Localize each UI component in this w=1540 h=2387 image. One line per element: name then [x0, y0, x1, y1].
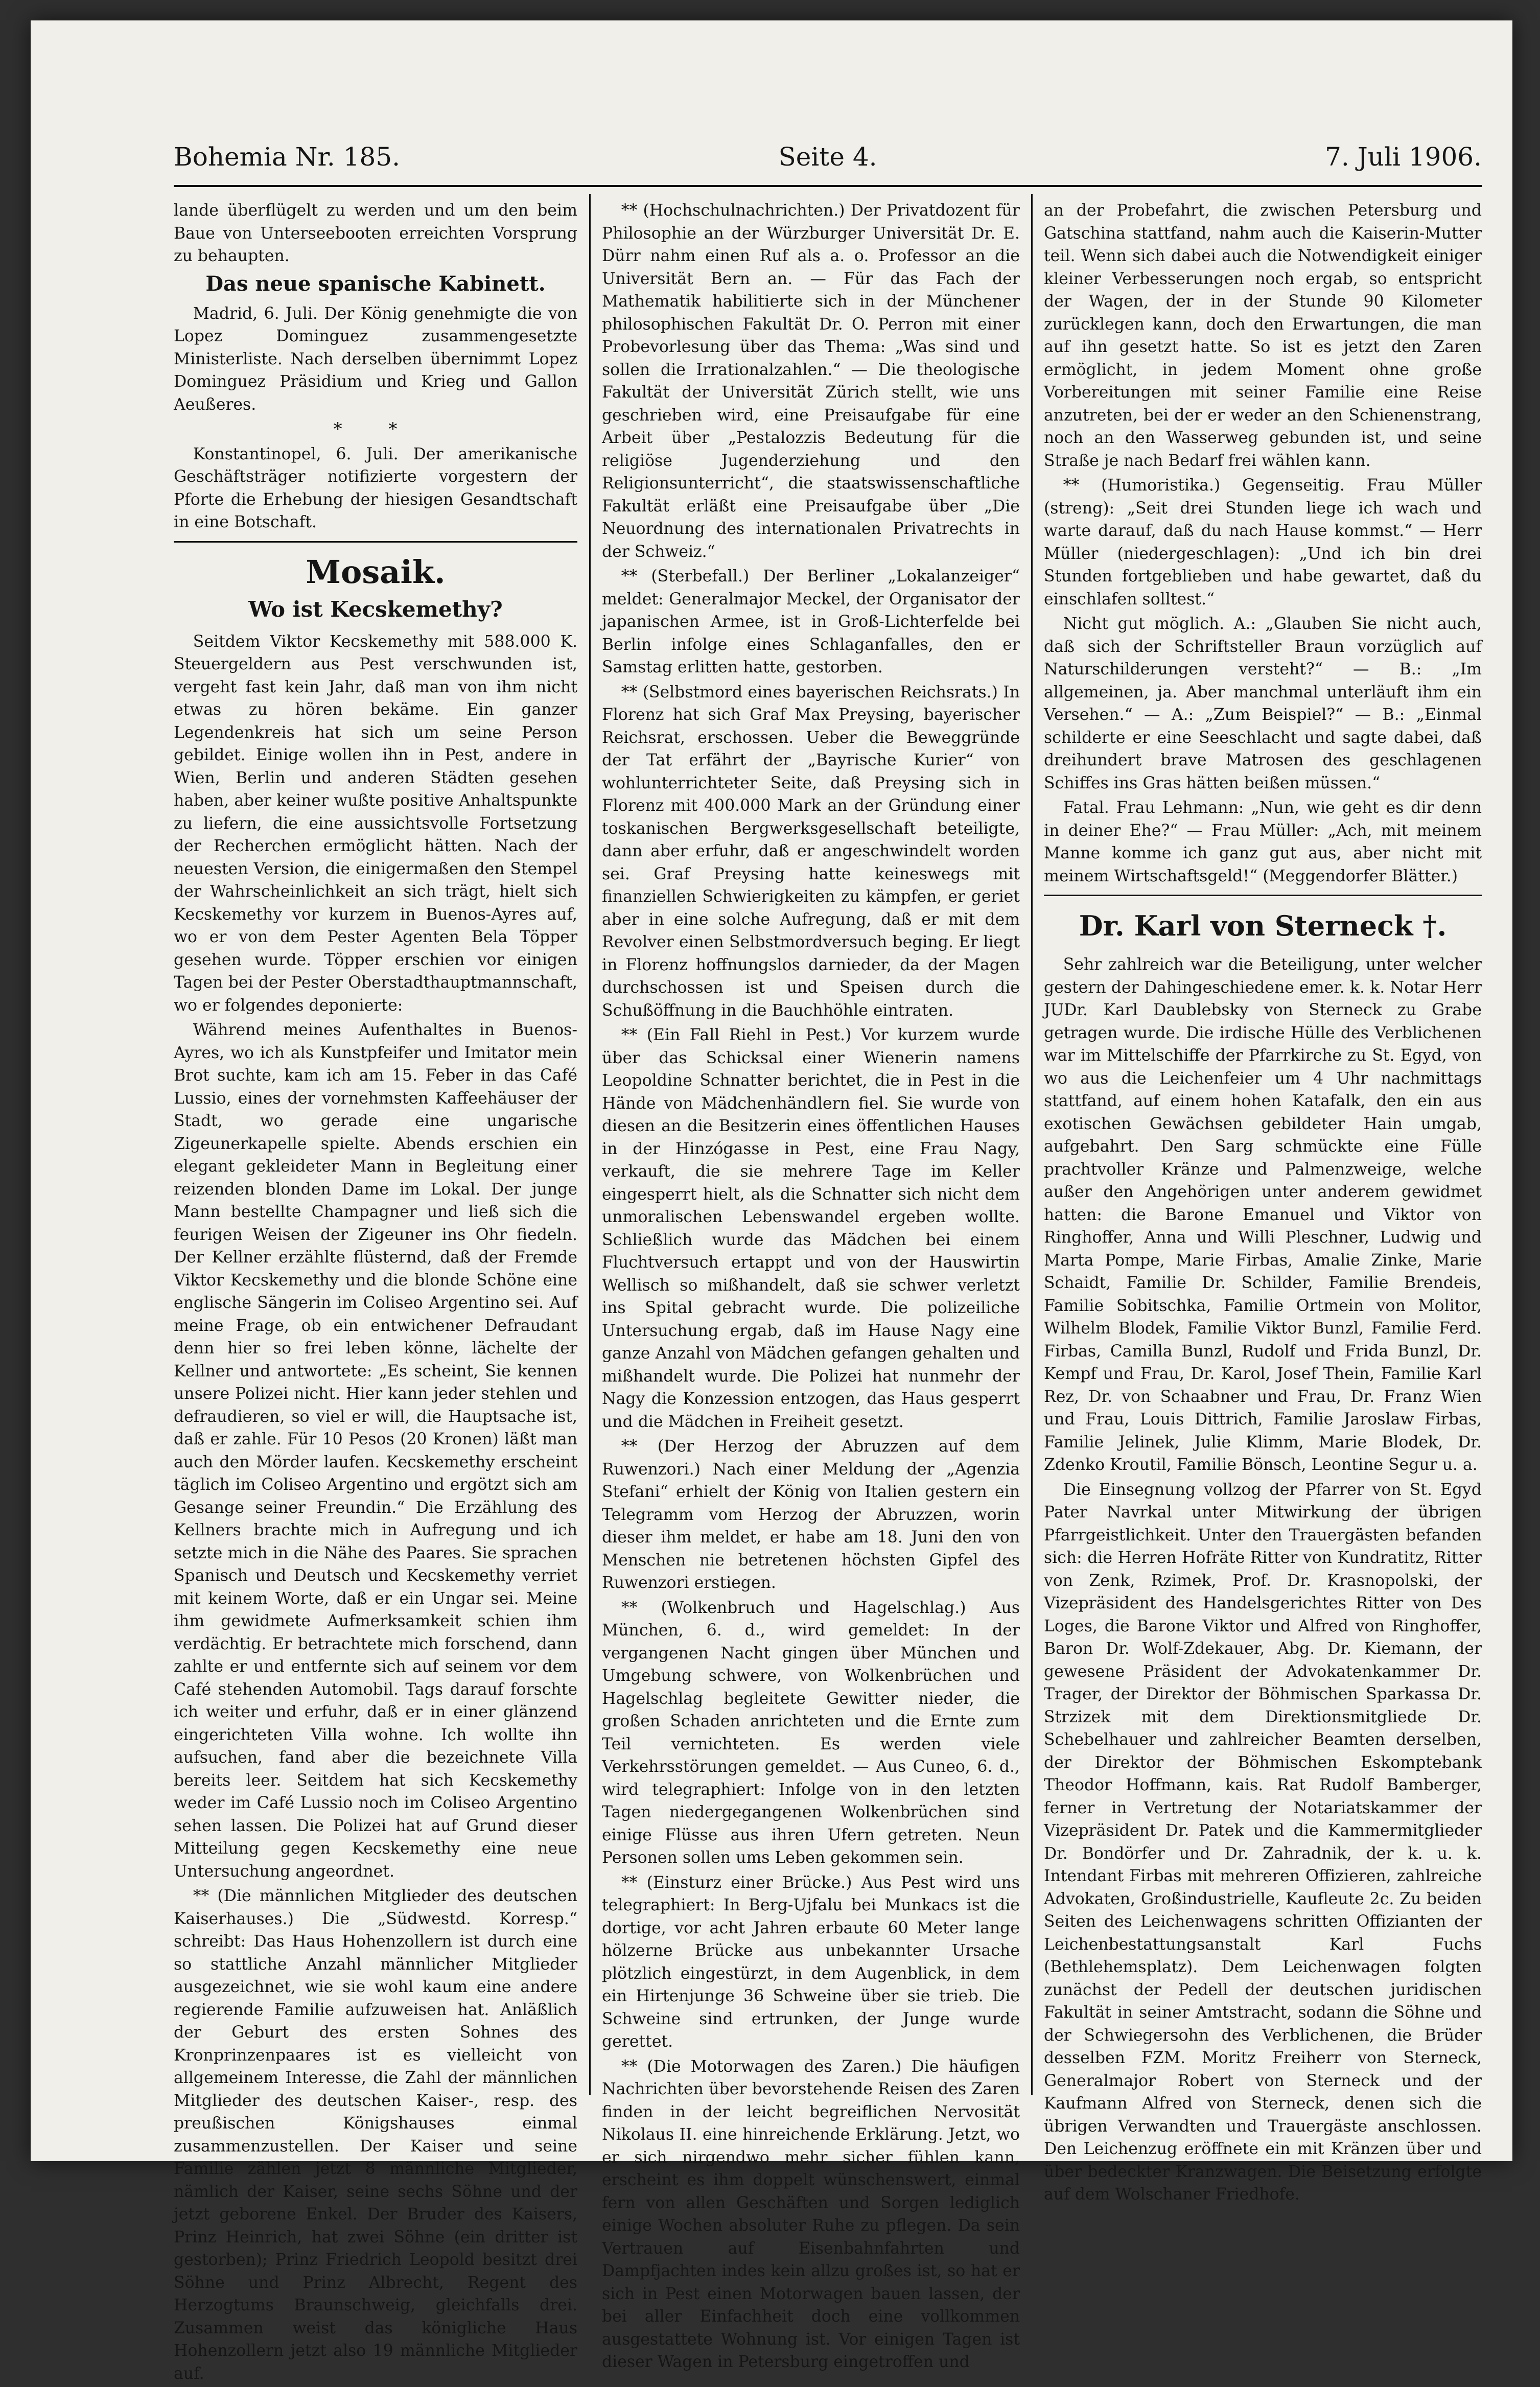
- article-hochschulnachrichten: ** (Hochschulnachrichten.) Der Privatdozent für Philosophie an der Würzburger Universität Dr. E. Dürr nahm einen Ruf als a. o. Professor an die Universität Bern an. — Für das Fach der Mathematik habilitierte sich in der Münchener philosophischen Fakultät Dr. O. Perron mit einer Probevorlesung über das Thema: „Was sind und sollen die Irrationalzahlen.“ — Die theologische Fakultät der Universität Zürich stellt, wie uns geschrieben wird, eine Preisaufgabe für eine Arbeit über „Pestalozzis Bedeutung für die religiöse Jugenderziehung und den Religionsunterricht“, die staatswissenschaftliche Fakultät erläßt eine Preisaufgabe über „Die Neuordnung des internationalen Privatrechts in der Schweiz.“: [602, 201, 1020, 561]
- headline-obituary-sterneck: Dr. Karl von Sterneck †.: [1079, 909, 1447, 942]
- headline-kecskemethy: Wo ist Kecskemethy?: [248, 596, 503, 622]
- article-kecskemethy-2: Während meines Aufenthaltes in Buenos-Ayres, wo ich als Kunstpfeifer und Imitator mein Brot suchte, kam ich am 15. Feber in das Café Lussio, eines der vornehmsten Kaffeehäuser der Stadt, wo gerade eine ungarische Zigeunerkapelle spielte. Abends erschien ein elegant gekleideter Mann in Begleitung einer reizenden blonden Dame im Lokal. Der junge Mann bestellte Champagner und ließ sich die feurigen Weisen der Zigeuner ins Ohr fiedeln. Der Kellner erzählte flüsternd, daß der Fremde Viktor Kecskemethy und die blonde Schöne eine englische Sängerin im Coliseo Argentino sei. Auf meine Frage, ob ein entwichener Defraudant denn hier so frei leben könne, lächelte der Kellner und antwortete: „Es scheint, Sie kennen unsere Polizei nicht. Hier kann jeder stehlen und defraudieren, so viel er will, die Hauptsache ist, daß er zahle. Für 10 Pesos (20 Kronen) läßt man auch den Mörder laufen. Kecskemethy erscheint täglich im Coliseo Argentino und ergötzt sich am Gesange seiner Freundin.“ Die Erzählung des Kellners brachte mich in Aufregung und ich setzte mich in die Nähe des Paares. Sie sprachen Spanisch und Deutsch und Kecskemethy verriet mit keinem Worte, daß er ein Ungar sei. Meine ihm gewidmete Aufmerksamkeit schien ihm verdächtig. Er betrachtete mich forschend, dann zahlte er und entfernte sich auf seinem vor dem Café stehenden Automobil. Tags darauf forschte ich weiter und erfuhr, daß er in einer glänzend eingerichteten Villa wohne. Ich wollte ihn aufsuchen, fand aber die bezeichnete Villa bereits leer. Seitdem hat sich Kecskemethy weder im Café Lussio noch im Coliseo Argentino sehen lassen. Die Polizei hat auf Grund dieser Mitteilung gegen Kecskemethy eine neue Untersuchung angeordnet.: [174, 1021, 577, 1881]
- article-kecskemethy-1: Seitdem Viktor Kecskemethy mit 588.000 K. Steuergeldern aus Pest verschwunden ist, vergeht fast kein Jahr, daß man von ihm nicht etwas zu hören bekäme. Ein ganzer Legendenkreis hat sich um seine Person gebildet. Einige wollen ihn in Pest, andere in Wien, Berlin und anderen Städten gesehen haben, aber keiner wußte positive Anhaltspunkte zu liefern, die eine aussichtsvolle Fortsetzung der Recherchen ermöglicht hätten. Nach der neuesten Version, die einigermaßen den Stempel der Wahrscheinlichkeit an sich trägt, hielt sich Kecskemethy vor kurzem in Buenos-Ayres auf, wo er von dem Pester Agenten Bela Töpper gesehen wurde. Töpper erschien vor einigen Tagen bei der Pester Oberstadthauptmannschaft, wo er folgendes deponierte:: [174, 632, 577, 1015]
- article-wolkenbruch: ** (Wolkenbruch und Hagelschlag.) Aus München, 6. d., wird gemeldet: In der vergangenen Nacht gingen über München und Umgebung schwere, von Wolkenbrüchen und Hagelschlag begleitete Gewitter nieder, die großen Schaden anrichteten und die Ernte zum Teil vernichteten. Es werden viele Verkehrsstörungen gemeldet. — Aus Cuneo, 6. d., wird telegraphiert: Infolge von in den letzten Tagen niedergegangenen Wolkenbrüchen sind einige Flüsse aus ihren Ufern getreten. Neun Personen sollen ums Leben gekommen sein.: [602, 1598, 1020, 1867]
- article-obituary-1: Sehr zahlreich war die Beteiligung, unter welcher gestern der Dahingeschiedene emer. k. k. Notar Herr JUDr. Karl Daublebsky von Sterneck zu Grabe getragen wurde. Die irdische Hülle des Verblichenen war im Mittelschiffe der Pfarrkirche zu St. Egyd, von wo aus die Leichenfeier um 4 Uhr nachmittags stattfand, auf einem hohen Katafalk, den ein aus exotischen Gewächsen gebildeter Hain umgab, aufgebahrt. Den Sarg schmückte eine Fülle prachtvoller Kränze und Palmenzweige, welche außer den Angehörigen unter anderem gewidmet hatten: die Barone Emanuel und Viktor von Ringhoffer, Anna und Willi Pleschner, Ludwig und Marta Pompe, Marie Firbas, Amalie Zinke, Marie Schaidt, Familie Dr. Schilder, Familie Brendeis, Familie Sobitschka, Familie Ortmein von Molitor, Wilhelm Blodek, Familie Viktor Bunzl, Familie Ferd. Firbas, Camilla Bunzl, Rudolf und Frida Bunzl, Dr. Kempf und Frau, Dr. Karol, Josef Thein, Familie Karl Rez, Dr. von Schaabner und Frau, Dr. Franz Wien und Frau, Louis Dittrich, Familie Jaroslaw Firbas, Familie Jelinek, Julie Klimm, Marie Blodek, Dr. Zdenko Kroutil, Familie Bönsch, Leontine Segur u. a.: [1044, 955, 1482, 1474]
- masthead: [174, 142, 1482, 188]
- masthead-title: Bohemia Nr. 185.: [174, 142, 401, 172]
- article-madrid: Madrid, 6. Juli. Der König genehmigte die von Lopez Dominguez zusammengesetzte Ministerliste. Nach derselben übernimmt Lopez Dominguez Präsidium und Krieg und Gallon Aeußeres.: [174, 304, 577, 414]
- column-1: [174, 199, 577, 2387]
- column-divider-2: [1031, 194, 1033, 2095]
- article-einsturz-bruecke: ** (Einsturz einer Brücke.) Aus Pest wird uns telegraphiert: In Berg-Ujfalu bei Munkacs ist die dortige, vor acht Jahren erbaute 60 Meter lange hölzerne Brücke aus unbekannter Ursache plötzlich eingestürzt, in dem Augenblick, in dem ein Hirtenjunge 36 Schweine über sie trieb. Die Schweine sind ertrunken, der Junge wurde gerettet.: [602, 1873, 1020, 2051]
- article-herzog-abruzzen: ** (Der Herzog der Abruzzen auf dem Ruwenzori.) Nach einer Meldung der „Agenzia Stefani“ erhielt der König von Italien gestern ein Telegramm vom Herzog der Abruzzen, worin dieser ihm meldet, er habe am 18. Juni den von Menschen nie betretenen höchsten Gipfel des Ruwenzori erstiegen.: [602, 1437, 1020, 1592]
- article-humoristika: ** (Humoristika.) Gegenseitig. Frau Müller (streng): „Seit drei Stunden liege ich wach und warte darauf, daß du nach Hause kommst.“ — Herr Müller (niedergeschlagen): „Und ich bin drei Stunden fortgeblieben und habe gewartet, daß du einschlafen solltest.“: [1044, 476, 1482, 609]
- article-fatal: Fatal. Frau Lehmann: „Nun, wie geht es dir denn in deiner Ehe?“ — Frau Müller: „Ach, mit meinem Manne komme ich ganz gut aus, aber nicht mit meinem Wirtschaftsgeld!“ (Meggendorfer Blätter.): [1044, 799, 1482, 885]
- article-konstantinopel: Konstantinopel, 6. Juli. Der amerikanische Geschäftsträger notifizierte vorgestern der Pforte die Erhebung der hiesigen Gesandtschaft in eine Botschaft.: [174, 444, 577, 531]
- article-intro-continuation: lande überflügelt zu werden und um den beim Baue von Unterseebooten erreichten Vorsprung zu behaupten.: [174, 201, 577, 265]
- column-3: [1044, 199, 1482, 2208]
- newspaper-page: [31, 20, 1512, 2383]
- article-fall-riehl: ** (Ein Fall Riehl in Pest.) Vor kurzem wurde über das Schicksal einer Wienerin namens Leopoldine Schnatter berichtet, die in Pest in die Hände von Mädchenhändlern fiel. Sie wurde von diesen an die Besitzerin eines öffentlichen Hauses in der Hinzógasse in Pest, eine Frau Nagy, verkauft, die sie mehrere Tage im Keller eingesperrt hielt, als die Schnatter sich nicht dem unmoralischen Lebenswandel ergeben wollte. Schließlich wurde das Mädchen bei einem Fluchtversuch ertappt und von der Hauswirtin Wellisch so mißhandelt, daß sie schwer verletzt ins Spital gebracht wurde. Die polizeiliche Untersuchung ergab, daß im Hause Nagy eine ganze Anzahl von Mädchen gefangen gehalten und mißhandelt wurde. Die Polizei hat nunmehr der Nagy die Konzession entzogen, das Haus gesperrt und die Mädchen in Freiheit gesetzt.: [602, 1026, 1020, 1431]
- article-motorwagen-zaren: ** (Die Motorwagen des Zaren.) Die häufigen Nachrichten über bevorstehende Reisen des Zaren finden in der leicht begreiflichen Nervosität Nikolaus II. eine hinreichende Erklärung. Jetzt, wo er sich nirgendwo mehr sicher fühlen kann, erscheint es ihm doppelt wünschenswert, einmal fern von allen Geschäften und Sorgen lediglich einige Wochen absoluter Ruhe zu pflegen. Da sein Vertrauen auf Eisenbahnfahrten und Dampfjachten indes kein allzu großes ist, so hat er sich in Pest einen Motorwagen bauen lassen, der bei aller Einfachheit doch eine vollkommen ausgestattete Wohnung ist. Vor einigen Tagen ist dieser Wagen in Petersburg eingetroffen und: [602, 2057, 1020, 2371]
- masthead-rule: [174, 185, 1482, 187]
- separator-stars: * *: [333, 419, 418, 439]
- article-obituary-2: Die Einsegnung vollzog der Pfarrer von St. Egyd Pater Navrkal unter Mitwirkung der übrigen Pfarrgeistlichkeit. Unter den Trauergästen befanden sich: die Herren Hofräte Ritter von Kundratitz, Ritter von Zenk, Rzimek, Prof. Dr. Krasnopolski, der Vizepräsident des Handelsgerichtes Ritter von Des Loges, die Barone Viktor und Alfred von Ringhoffer, Baron Dr. Wolf-Zdekauer, Abg. Dr. Kiemann, der gewesene Präsident der Advokatenkammer Dr. Trager, der Direktor der Böhmischen Sparkassa Dr. Strzizek mit dem Direktionsmitgliede Dr. Schebelhauer und zahlreicher Beamten derselben, der Direktor der Böhmischen Eskomptebank Theodor Hoffmann, kais. Rat Rudolf Bamberger, ferner in Vertretung der Notariatskammer der Vizepräsident Dr. Patek und die Kammermitglieder Dr. Bondörfer und Dr. Zahradnik, der k. u. k. Intendant Firbas mit mehreren Offizieren, zahlreiche Advokaten, Großindustrielle, Kaufleute 2c. Zu beiden Seiten des Leichenwagens schritten Offizianten der Leichenbestattungsanstalt Karl Fuchs (Bethlehemsplatz). Dem Leichenwagen folgten zunächst der Pedell der deutschen juridischen Fakultät in seiner Amtstracht, sodann die Söhne und der Schwiegersohn des Verblichenen, die Brüder desselben FZM. Moritz Freiherr von Sterneck, Generalmajor Robert von Sterneck und der Kaufmann Alfred von Sterneck, denen sich die übrigen Verwandten und Trauergäste anschlossen. Den Leichenzug eröffnete ein mit Kränzen über und über bedeckter Kranzwagen. Die Beisetzung erfolgte auf dem Wolschaner Friedhofe.: [1044, 1480, 1482, 2204]
- article-sterbefall: ** (Sterbefall.) Der Berliner „Lokalanzeiger“ meldet: Generalmajor Meckel, der Organisator der japanischen Armee, ist in Groß-Lichterfelde bei Berlin infolge eines Schlaganfalles, den er Samstag erlitten hatte, gestorben.: [602, 567, 1020, 676]
- article-hohenzollern: ** (Die männlichen Mitglieder des deutschen Kaiserhauses.) Die „Südwestd. Korresp.“ schreibt: Das Haus Hohenzollern ist durch eine so stattliche Anzahl männlicher Mitglieder ausgezeichnet, wie sie wohl kaum eine andere regierende Familie aufzuweisen hat. Anläßlich der Geburt des ersten Sohnes des Kronprinzenpaares ist es vielleicht von allgemeinem Interesse, die Zahl der männlichen Mitglieder des deutschen Kaiser-, resp. des preußischen Königshauses einmal zusammenzustellen. Der Kaiser und seine Familie zählen jetzt 8 männliche Mitglieder, nämlich der Kaiser, seine sechs Söhne und der jetzt geborene Enkel. Der Bruder des Kaisers, Prinz Heinrich, hat zwei Söhne (ein dritter ist gestorben); Prinz Friedrich Leopold besitzt drei Söhne und Prinz Albrecht, Regent des Herzogtums Braunschweig, gleichfalls drei. Zusammen weist das königliche Haus Hohenzollern jetzt also 19 männliche Mitglieder auf.: [174, 1887, 577, 2383]
- headline-spanish-cabinet: Das neue spanische Kabinett.: [205, 271, 546, 296]
- column-2: [602, 199, 1020, 2376]
- section-rule: [174, 541, 577, 543]
- section-title-mosaik: Mosaik.: [306, 553, 446, 591]
- section-rule-obituary: [1044, 895, 1482, 896]
- article-selbstmord: ** (Selbstmord eines bayerischen Reichsrats.) In Florenz hat sich Graf Max Preysing, bayerischer Reichsrat, erschossen. Ueber die Beweggründe der Tat erfährt der „Bayrische Kurier“ von wohlunterrichteter Seite, daß Preysing sich in Florenz mit 400.000 Mark an der Gründung einer toskanischen Bergwerksgesellschaft beteiligte, dann aber erfuhr, daß er angeschwindelt worden sei. Graf Preysing hatte keineswegs mit finanziellen Schwierigkeiten zu kämpfen, er geriet aber in eine solche Aufregung, daß er mit dem Revolver einen Selbstmordversuch beging. Er liegt in Florenz hoffnungslos darnieder, da der Magen durchschossen ist und Speisen durch die Schußöffnung in die Bauchhöhle eintraten.: [602, 683, 1020, 1020]
- column-divider-1: [589, 194, 591, 2095]
- article-nicht-gut-moeglich: Nicht gut möglich. A.: „Glauben Sie nicht auch, daß sich der Schriftsteller Braun vorzüglich auf Naturschilderungen versteht?“ — B.: „Im allgemeinen, ja. Aber manchmal unterläuft ihm ein Versehen.“ — A.: „Zum Beispiel?“ — B.: „Einmal schilderte er eine Seeschlacht und sagte dabei, daß dreihundert brave Matrosen des geschlagenen Schiffes ins Gras hätten beißen müssen.“: [1044, 615, 1482, 792]
- page-number: Seite 4.: [778, 142, 877, 172]
- article-zaren-continuation: an der Probefahrt, die zwischen Petersburg und Gatschina stattfand, nahm auch die Kaiserin-Mutter teil. Wenn sich dabei auch die Notwendigkeit einiger kleiner Verbesserungen noch ergab, so entspricht der Wagen, der in der Stunde 90 Kilometer zurücklegen kann, doch den Erwartungen, die man auf ihn gesetzt hatte. So ist es jetzt den Zaren ermöglicht, in jedem Moment ohne große Vorbereitungen mit seiner Familie eine Reise anzutreten, bei der er weder an den Schienenstrang, noch an den Wasserweg gebunden ist, und seine Straße je nach Bedarf frei wählen kann.: [1044, 201, 1482, 470]
- issue-date: 7. Juli 1906.: [1325, 142, 1482, 172]
